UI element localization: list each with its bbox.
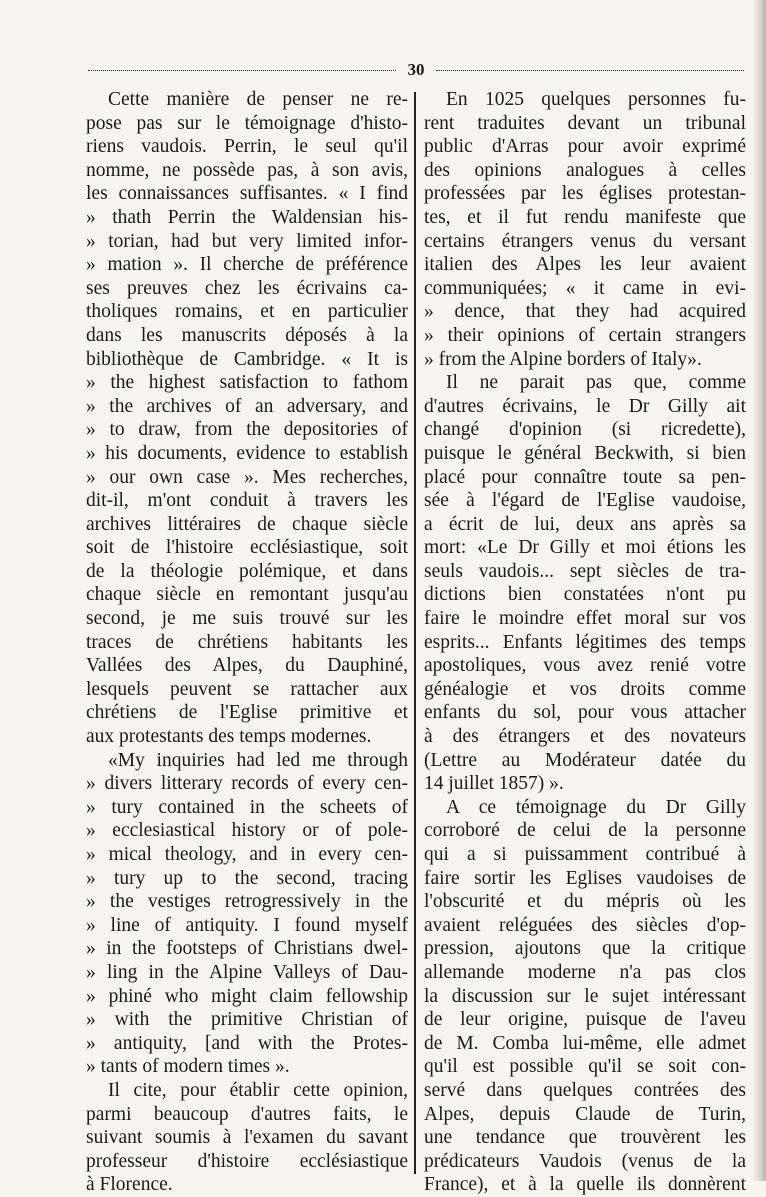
text-line: » with the primitive Christian of (86, 1009, 408, 1031)
text-line: professeur d'histoire ecclésiastique (86, 1150, 408, 1172)
text-line: «My inquiries had led me through (108, 749, 408, 771)
text-line: » to draw, from the depositories of (86, 419, 408, 441)
text-line: placé pour connaître toute sa pen- (424, 466, 746, 488)
text-line: professées par les églises protestan- (424, 183, 746, 205)
text-line: faire sortir les Eglises vaudoises de (424, 867, 746, 889)
header-rule-left (88, 70, 396, 71)
text-line: sée à l'égard de l'Eglise vaudoise, (424, 490, 746, 512)
text-line: certains étrangers venus du versant (424, 230, 746, 252)
text-line: soit de l'histoire ecclésiastique, soit (86, 537, 408, 559)
text-line: seuls vaudois... sept siècles de tra- (424, 560, 746, 582)
text-line: » phiné who might claim fellowship (86, 985, 408, 1007)
text-line: puisque le général Beckwith, si bien (424, 442, 746, 464)
text-line: à Florence. (86, 1174, 173, 1196)
text-line: » divers litterary records of every cen- (86, 773, 408, 795)
text-line: » ecclesiastical history or of pole- (86, 820, 408, 842)
text-line: qui a si puissamment contribué à (424, 844, 746, 865)
text-line: archives littéraires de chaque siècle (86, 513, 408, 535)
text-line: nomme, ne possède pas, à son avis, (86, 159, 408, 181)
text-line: 14 juillet 1857) ». (424, 773, 564, 795)
text-line: qu'il est possible qu'il se soit con- (424, 1056, 746, 1078)
right-column (424, 88, 746, 1197)
text-line: public d'Arras pour avoir exprimé (424, 136, 746, 158)
text-line: second, je me suis trouvé sur les (86, 608, 408, 630)
text-line: parmi beaucoup d'autres faits, le (86, 1103, 408, 1125)
text-line: » tury contained in the scheets of (86, 796, 408, 818)
text-line: bibliothèque de Cambridge. « It is (86, 348, 408, 370)
text-line: dictions bien constatées n'ont pu (424, 584, 746, 606)
header-rule-right (436, 70, 744, 71)
text-line: » tury up to the second, tracing (86, 867, 408, 889)
text-line: » thath Perrin the Waldensian his- (86, 206, 408, 228)
text-line: A ce témoignage du Dr Gilly (446, 796, 746, 818)
text-line: esprits... Enfants légitimes des temps (424, 631, 746, 653)
text-line: lesquels peuvent se rattacher aux (86, 678, 408, 700)
text-line: avaient reléguées des siècles d'op- (424, 914, 746, 936)
text-line: (Lettre au Modérateur datée du (424, 749, 746, 771)
text-line: » mical theology, and in every cen- (86, 844, 408, 865)
text-line: mort: «Le Dr Gilly et moi étions les (424, 537, 746, 559)
text-line: changé d'opinion (si ricredette), (424, 419, 746, 441)
text-line: » ling in the Alpine Valleys of Dau- (86, 961, 408, 983)
text-line: servé dans quelques contrées des (424, 1079, 746, 1101)
text-line: France), et à la quelle ils donnèrent (424, 1174, 746, 1196)
text-line: chrétiens de l'Eglise primitive et (86, 702, 408, 724)
text-line: Alpes, depuis Claude de Turin, (424, 1103, 746, 1125)
text-line: a écrit de lui, deux ans après sa (424, 513, 746, 535)
text-line: » mation ». Il cherche de préférence (86, 254, 408, 276)
text-line: d'autres écrivains, le Dr Gilly ait (424, 395, 746, 417)
text-line: de M. Comba lui-même, elle admet (424, 1032, 746, 1054)
text-line: Cette manière de penser ne re- (108, 89, 408, 110)
text-line: suivant soumis à l'examen du savant (86, 1127, 408, 1149)
text-line: » line of antiquity. I found myself (86, 914, 408, 936)
text-line: rent traduites devant un tribunal (424, 112, 746, 134)
page-edge-shadow (752, 0, 766, 1181)
text-line: corroboré de celui de la personne (424, 820, 746, 842)
text-line: faire le moindre effet moral sur vos (424, 608, 746, 630)
text-line: riens vaudois. Perrin, le seul qu'il (86, 136, 408, 158)
text-line: Vallées des Alpes, du Dauphiné, (86, 655, 408, 677)
text-line: » in the footsteps of Christians dwel- (86, 938, 408, 960)
text-line: » dence, that they had acquired (424, 301, 746, 323)
text-line: prédicateurs Vaudois (venus de la (424, 1150, 746, 1172)
text-line: chaque siècle en remontant jusqu'au (86, 584, 408, 606)
text-line: pose pas sur le témoignage d'histo- (86, 112, 408, 134)
text-line: traces de chrétiens habitants les (86, 631, 408, 653)
page-number: 30 (407, 60, 425, 79)
text-line: généalogie et vos droits comme (424, 678, 746, 700)
text-line: » the archives of an adversary, and (86, 395, 408, 417)
text-line: Il ne parait pas que, comme (446, 372, 746, 394)
text-line: de la théologie polémique, et dans (86, 560, 408, 582)
text-line: » tants of modern times ». (86, 1056, 290, 1078)
text-line: ses preuves chez les écrivains ca- (86, 277, 408, 299)
text-line: les connaissances suffisantes. « I find (86, 183, 408, 205)
text-line: allemande moderne n'a pas clos (424, 961, 746, 983)
text-line: » their opinions of certain strangers (424, 324, 746, 346)
text-line: communiquées; « it came in evi- (424, 277, 746, 299)
text-line: » torian, had but very limited infor- (86, 230, 408, 252)
text-line: pression, ajoutons que la critique (424, 938, 746, 960)
text-line: de leur origine, puisque de l'aveu (424, 1009, 746, 1031)
text-line: aux protestants des temps modernes. (86, 726, 372, 748)
text-line: Il cite, pour établir cette opinion, (108, 1079, 408, 1101)
text-line: à des étrangers et des novateurs (424, 726, 746, 748)
text-line: » antiquity, [and with the Protes- (86, 1032, 408, 1054)
text-line: dit-il, m'ont conduit à travers les (86, 490, 408, 512)
text-line: » from the Alpine borders of Italy». (424, 348, 702, 370)
text-line: des opinions analogues à celles (424, 159, 746, 181)
text-line: l'obscurité et du mépris où les (424, 891, 746, 913)
column-divider (414, 92, 416, 1174)
text-line: enfants du sol, pour vous attacher (424, 702, 746, 724)
text-line: tholiques romains, et en particulier (86, 301, 408, 323)
page-header (88, 60, 744, 80)
text-line: » his documents, evidence to establish (86, 442, 408, 464)
text-line: En 1025 quelques personnes fu- (446, 89, 746, 110)
text-line: la discussion sur le sujet intéressant (424, 985, 746, 1007)
left-column (86, 88, 408, 1197)
text-line: » our own case ». Mes recherches, (86, 466, 408, 488)
text-line: dans les manuscrits déposés à la (86, 324, 408, 346)
text-line: une tendance que trouvèrent les (424, 1127, 746, 1149)
text-line: apostoliques, vous avez renié votre (424, 655, 746, 677)
text-line: italien des Alpes les leur avaient (424, 254, 746, 276)
text-line: » the vestiges retrogressively in the (86, 891, 408, 913)
text-line: tes, et il fut rendu manifeste que (424, 206, 746, 228)
text-line: » the highest satisfaction to fathom (86, 372, 408, 394)
